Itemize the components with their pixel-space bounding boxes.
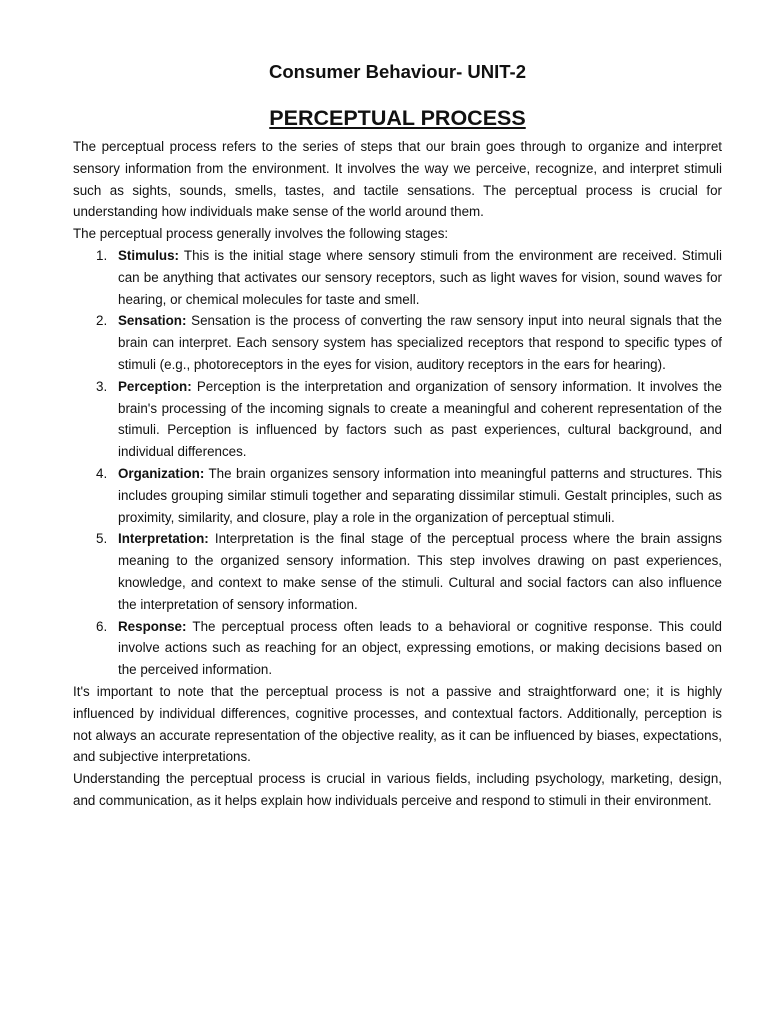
stage-text: Interpretation is the final stage of the perceptual process where the brain assigns meaning to the organized sensory information. This step involves drawing on past experiences, knowledge, and context to make sense of the stimuli. Cultural and social factors can also influence the interpretation of sensory information. [118, 531, 722, 612]
stage-term: Perception: [118, 378, 192, 394]
note-paragraph: It's important to note that the perceptual process is not a passive and straightforward one; it is highly influenced by individual differences, cognitive processes, and contextual factors. Additionally, perception is not always an accurate representation of the objective reality, as it can be influenced by biases, expectations, and subjective interpretations. [73, 683, 722, 765]
stage-item-perception [73, 376, 722, 463]
stage-number: 5. [96, 531, 108, 547]
intro-paragraph: The perceptual process refers to the series of steps that our brain goes through to organize and interpret sensory information from the environment. It involves the way we perceive, recognize, and interpret stimuli such as sights, sounds, smells, tastes, and tactile sensations. The perceptual process is crucial for understanding how individuals make sense of the world around them. [73, 139, 722, 220]
stage-text: The perceptual process often leads to a behavioral or cognitive response. This could involve actions such as reaching for an object, expressing emotions, or making decisions based on the perceived information. [118, 618, 722, 678]
stages-list [73, 245, 722, 681]
stage-item-response [73, 616, 722, 681]
stage-number: 3. [96, 378, 108, 394]
stages-intro: The perceptual process generally involves the following stages: [73, 226, 449, 242]
stage-text: Perception is the interpretation and organization of sensory information. It involves the brain's processing of the incoming signals to create a meaningful and coherent representation of the stimuli. Perception is influenced by factors such as past experiences, cultural background, and individual differences. [118, 378, 722, 460]
stage-number: 4. [96, 465, 108, 481]
stage-term: Organization: [118, 465, 205, 481]
conclusion-paragraph: Understanding the perceptual process is crucial in various fields, including psychology, marketing, design, and communication, as it helps explain how individuals perceive and respond to stimuli in their environment. [73, 771, 722, 808]
stage-number: 6. [96, 618, 108, 634]
stage-item-organization [73, 463, 722, 528]
stage-term: Stimulus: [118, 247, 180, 263]
stage-item-interpretation [73, 528, 722, 615]
main-title: PERCEPTUAL PROCESS [269, 106, 526, 130]
stage-text: The brain organizes sensory information into meaningful patterns and structures. This includes grouping similar stimuli together and separating dissimilar stimuli. Gestalt principles, such as proximity, similarity, and closure, play a role in the organization of perceptual stimuli. [118, 465, 722, 525]
stage-term: Interpretation: [118, 531, 209, 547]
stage-item-sensation [73, 310, 722, 375]
stage-term: Response: [118, 618, 187, 634]
stage-number: 1. [96, 247, 108, 263]
stage-item-stimulus [73, 245, 722, 310]
stage-text: This is the initial stage where sensory stimuli from the environment are received. Stimuli can be anything that activates our sensory receptors, such as light waves for vision, sound waves for hearing, or chemical molecules for taste and smell. [118, 247, 722, 307]
unit-title: Consumer Behaviour- UNIT-2 [269, 61, 526, 82]
stage-term: Sensation: [118, 313, 187, 329]
stage-text: Sensation is the process of converting the raw sensory input into neural signals that the brain can interpret. Each sensory system has specialized receptors that respond to specific types of stimuli (e.g., photoreceptors in the eyes for vision, auditory receptors in the ears for hearing). [118, 313, 722, 372]
stage-number: 2. [96, 313, 108, 329]
